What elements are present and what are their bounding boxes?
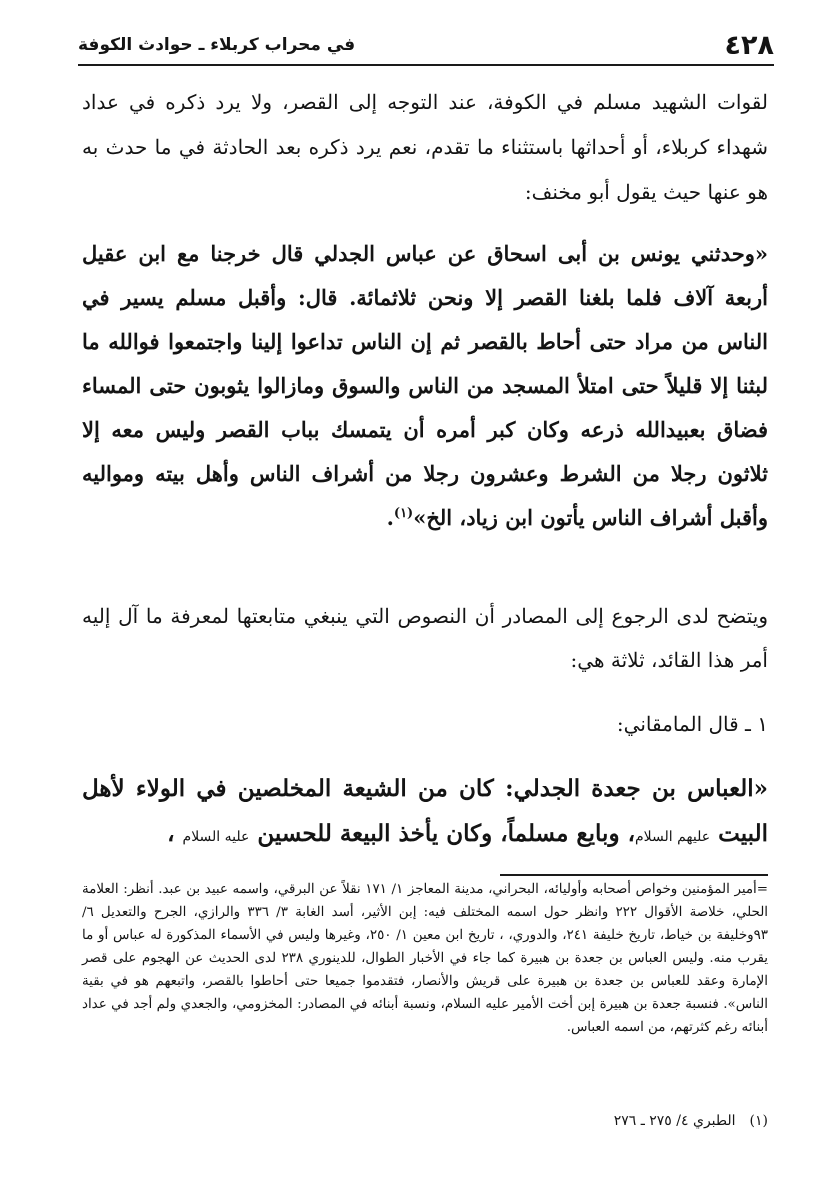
sources-paragraph: ويتضح لدى الرجوع إلى المصادر أن النصوص التي ينبغي متابعتها لمعرفة ما آل إليه أمر هذا القائد، ثلاثة هي: — [82, 604, 768, 672]
quote-text: ، وبايع مسلماً، وكان يأخذ البيعة للحسين — [257, 820, 635, 847]
page-number: ٤٢٨ — [724, 29, 774, 61]
list-item: ١ ـ قال المامقاني: — [616, 712, 768, 736]
mamaqani-quote — [82, 766, 768, 860]
page-header — [78, 28, 774, 62]
quote-text: «وحدثني يونس بن أبى اسحاق عن عباس الجدلي قال خرجنا مع ابن عقيل أربعة آلاف فلما بلغنا القصر إلا ونحن ثلاثمائة. قال: وأقبل مسلم يسير في الناس من مراد حتى أحاط بالقصر ثم إن الناس تداعوا إلينا واجتمعوا فوالله ما لبثنا إلا قليلاً حتى امتلأ المسجد من الناس والسوق ومازالوا يثوبون حتى المساء فضاق بعبيدالله ذرعه وكان كبر أمره أن يتمسك بباب القصر وليس معه إلا ثلاثون رجلا من الشرط وعشرون رجلا من أشراف الناس وأهل بيته ومواليه وأقبل أشراف الناس يأتون ابن زياد، الخ» — [82, 241, 768, 530]
footnote-1 — [614, 1110, 768, 1133]
footnote-separator — [500, 874, 768, 876]
footnote-continuation: =أمير المؤمنين وخواص أصحابه وأوليائه، البحراني، مدينة المعاجز ١/ ١٧١ نقلاً عن البرقي، واسمه عبيد بن عبد. أنظر: العلامة الحلي، خلاصة الأقوال ٢٢٢ وانظر حول اسمه المختلف فيه: إبن الأثير، أسد الغابة ٣/ ٣٣٦ والرازي، الجرح والتعديل ٦/ ٩٣وخليفة بن خياط، تاريخ خليفة ٢٤١، والدوري، ، تاريخ ابن معين ١/ ٢٥٠، وغيرها وليس في الأسماء المذكورة له عباس أو ما يقرب منه. وليس العباس بن جعدة بن هبيرة كما جاء في الأخبار الطوال، للدينوري ٢٣٨ لدى الحديث عن الهجوم على قصر الإمارة وعقد للعباس بن جعدة بن هبيرة على قريش والأنصار، فتقدموا جميعا حتى أحاطوا بالقصر، واتبعهم هو في بقية الناس». فنسبة جعدة بن هبيرة إبن أخت الأمير عليه السلام، ونسبة أبنائه في المصادر: المخزومي، والجعدي ولم أجد في عداد أبنائه رغم كثرتهم، من اسمه العباس. — [82, 882, 768, 1035]
quote-text: ، — [167, 820, 175, 847]
salutation-glyph: عليه السلام — [182, 829, 250, 845]
salutation-glyph: عليهم السلام — [635, 829, 711, 845]
footnote-number: (١) — [749, 1113, 768, 1129]
intro-paragraph: لقوات الشهيد مسلم في الكوفة، عند التوجه إلى القصر، ولا يرد ذكره في عداد شهداء كربلاء، أو أحداثها باستثناء ما تقدم، نعم يرد ذكره بعد الحادثة في ما حدث به هو عنها حيث يقول أبو مخنف: — [82, 90, 768, 204]
quote-text: «العباس بن جعدة الجدلي: كان من الشيعة المخلصين في الولاء لأهل البيت — [82, 775, 768, 847]
footnote-reference[interactable]: (١) — [393, 506, 414, 521]
footnote-text: الطبري ٤/ ٢٧٥ ـ ٢٧٦ — [613, 1113, 736, 1129]
header-rule — [78, 64, 774, 66]
running-title: في محراب كربلاء ـ حوادث الكوفة — [78, 35, 356, 55]
abu-mikhnaf-quote — [82, 232, 768, 540]
quote-end: . — [386, 505, 394, 530]
